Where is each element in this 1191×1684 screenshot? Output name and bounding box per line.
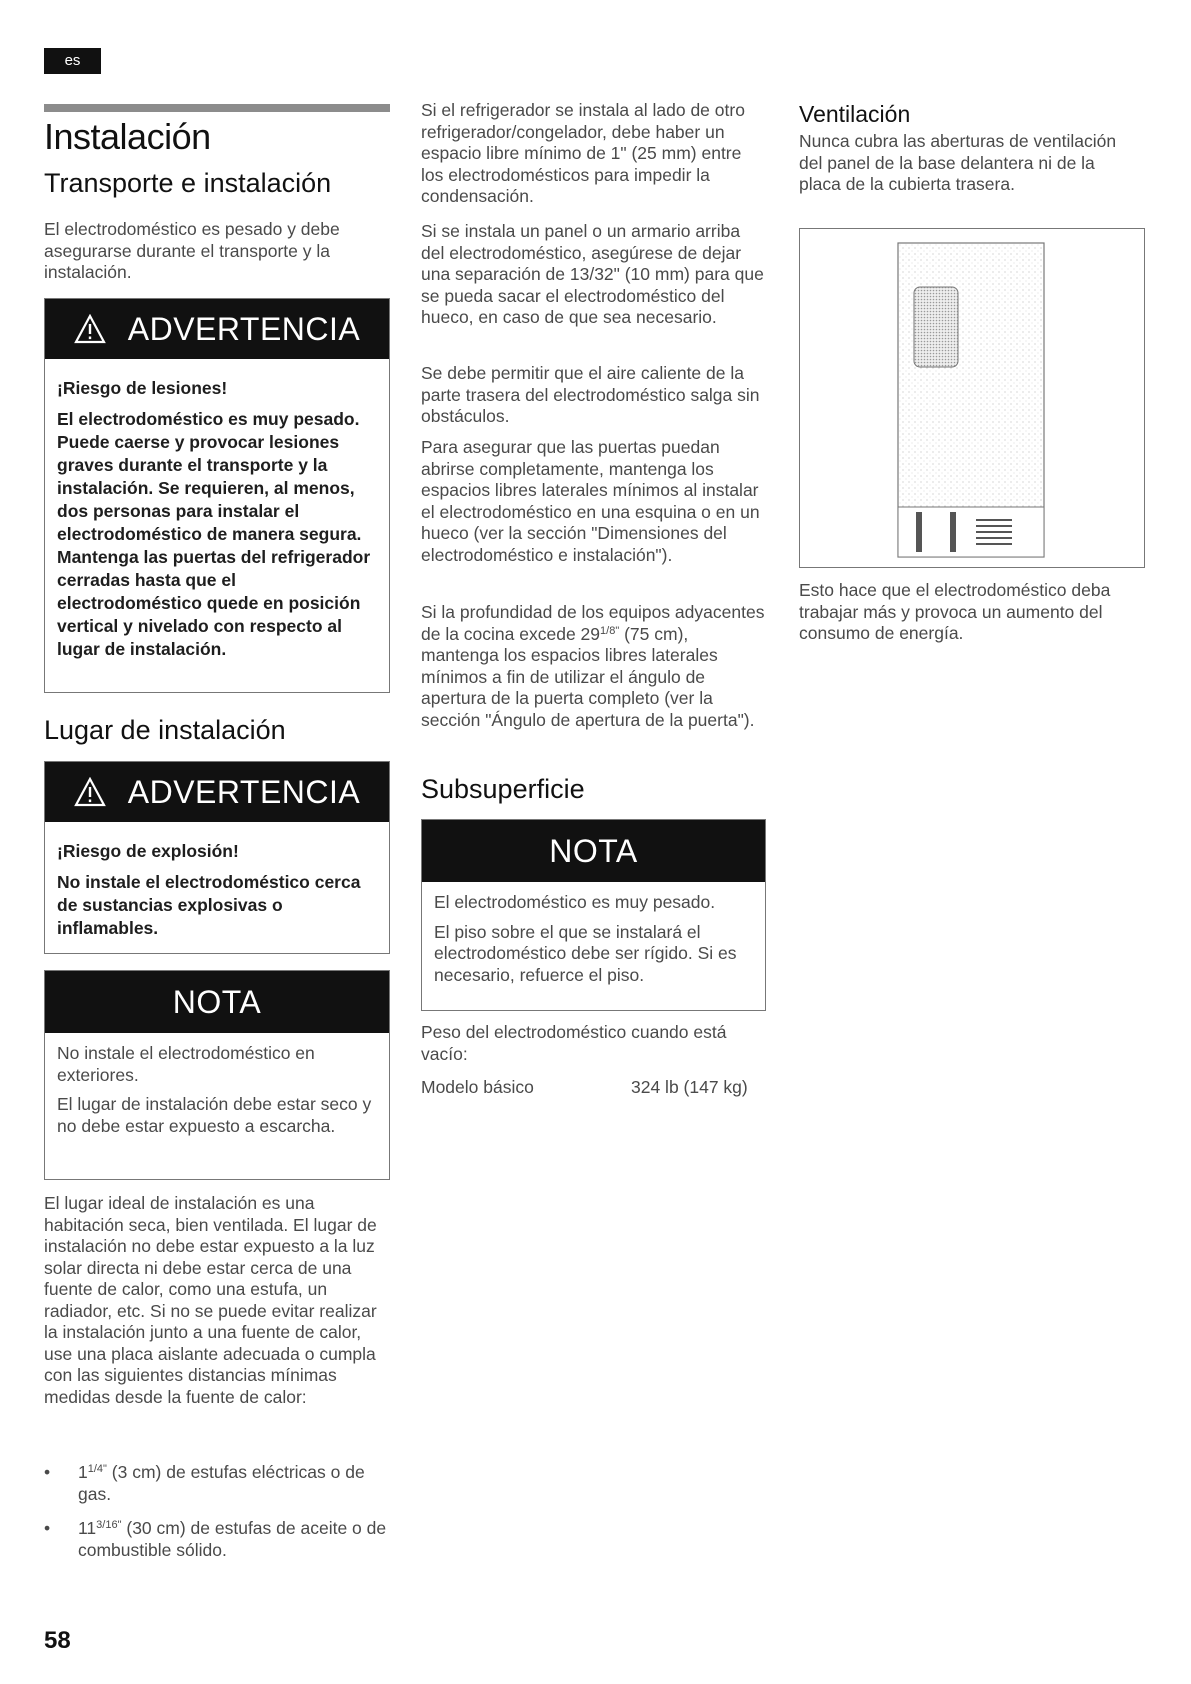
paragraph: Para asegurar que las puertas puedan abrirse completamente, mantenga los espacios libres laterales mínimos al instalar el electrodoméstico en una esquina o en un hueco (ver la sección "Dimensiones del electrodoméstico e instalación"). <box>421 437 760 565</box>
warning-risk-label: ¡Riesgo de lesiones! <box>57 378 228 398</box>
warning-box-explosion <box>44 761 390 954</box>
bullet-icon: • <box>44 1462 51 1482</box>
note-text: El piso sobre el que se instalará el electrodoméstico debe ser rígido. Si es necesario, refuerce el piso. <box>434 921 737 985</box>
note-title: NOTA <box>172 983 262 1020</box>
header-rule <box>44 104 390 112</box>
ventilation-text: Nunca cubra las aberturas de ventilación del panel de la base delantera ni de la placa de la cubierta trasera. <box>799 131 1117 194</box>
list-item: • $1^{1/4"}$ (3 cm) de estufas eléctricas o de gas. <box>44 1462 365 1504</box>
list-item: • $11^{3/16"}$ (30 cm) de estufas de aceite o de combustible sólido. <box>44 1518 387 1560</box>
note-text: El electrodoméstico es muy pesado. <box>434 892 716 912</box>
note-header <box>45 971 389 1033</box>
section-heading-location: Lugar de instalación <box>44 715 286 745</box>
note-text: No instale el electrodoméstico en exteriores. <box>57 1043 315 1085</box>
ventilation-after-text: Esto hace que el electrodoméstico deba trabajar más y provoca un aumento del consumo de energía. <box>799 580 1111 643</box>
page-title: Instalación <box>44 116 211 157</box>
paragraph: Si el refrigerador se instala al lado de otro refrigerador/congelador, debe haber un espacio libre mínimo de 1" (25 mm) entre los electrodomésticos para impedir la condensación. <box>421 100 745 206</box>
section-heading-transport: Transporte e instalación <box>44 168 332 198</box>
warning-text: No instale el electrodoméstico cerca de sustancias explosivas o inflamables. <box>57 872 361 938</box>
note-box-location <box>44 970 390 1180</box>
paragraph: Se debe permitir que el aire caliente de la parte trasera del electrodoméstico salga sin obstáculos. <box>421 363 760 426</box>
transport-text: El electrodoméstico es pesado y debe asegurarse durante el transporte y la instalación. <box>44 219 340 282</box>
note-title: NOTA <box>549 832 638 869</box>
model-weight: 324 lb (147 kg) <box>631 1077 748 1097</box>
warning-triangle-icon <box>74 777 106 807</box>
warning-risk-label: ¡Riesgo de explosión! <box>57 841 239 861</box>
refrigerator-figure <box>799 228 1145 568</box>
weight-text: Peso del electrodoméstico cuando está vacío: <box>421 1022 727 1064</box>
language-tag: es <box>44 48 101 74</box>
paragraph: Si la profundidad de los equipos adyacentes de la cocina excede $29^{1/8"}$ (75 cm), mantenga los espacios libres laterales mínimos a fin de utilizar el ángulo de apertura de la puerta completo (ver la sección "Ángulo de apertura de la puerta"). <box>421 602 765 730</box>
model-label: Modelo básico <box>421 1077 534 1097</box>
note-header <box>422 820 765 882</box>
note-text: El lugar de instalación debe estar seco y no debe estar expuesto a escarcha. <box>57 1094 372 1136</box>
refrigerator-icon <box>800 229 1144 567</box>
warning-title: ADVERTENCIA <box>127 310 361 347</box>
ideal-location-text: El lugar ideal de instalación es una habitación seca, bien ventilada. El lugar de instalación no debe estar expuesto a la luz solar directa ni debe estar cerca de una fuente de calor, como una estufa, un radiador, etc. Si no se puede evitar realizar la instalación junto a una fuente de calor, use una placa aislante adecuada o cumpla con las siguientes distancias mínimas medidas desde la fuente de calor: <box>44 1193 377 1407</box>
paragraph: Si se instala un panel o un armario arriba del electrodoméstico, asegúrese de dejar una separación de 13/32" (10 mm) para que se pueda sacar el electrodoméstico del hueco, en caso de que sea necesario. <box>421 221 764 327</box>
bullet-icon: • <box>44 1518 51 1538</box>
warning-header <box>45 762 389 822</box>
warning-box-injury <box>44 298 390 693</box>
warning-text: El electrodoméstico es muy pesado. Puede caerse y provocar lesiones graves durante el transporte y la instalación. Se requieren, al menos, dos personas para instalar el electrodoméstico de manera segura. Mantenga las puertas del refrigerador cerradas hasta que el electrodoméstico quede en posición vertical y nivelado con respecto al lugar de instalación. <box>57 409 371 659</box>
section-heading-subsurface: Subsuperficie <box>421 774 585 804</box>
section-heading-ventilation: Ventilación <box>799 101 911 127</box>
page-number: 58 <box>44 1627 71 1654</box>
warning-triangle-icon <box>74 314 106 344</box>
note-box-subsurface <box>421 819 766 1011</box>
warning-header <box>45 299 389 359</box>
warning-title: ADVERTENCIA <box>127 773 361 810</box>
